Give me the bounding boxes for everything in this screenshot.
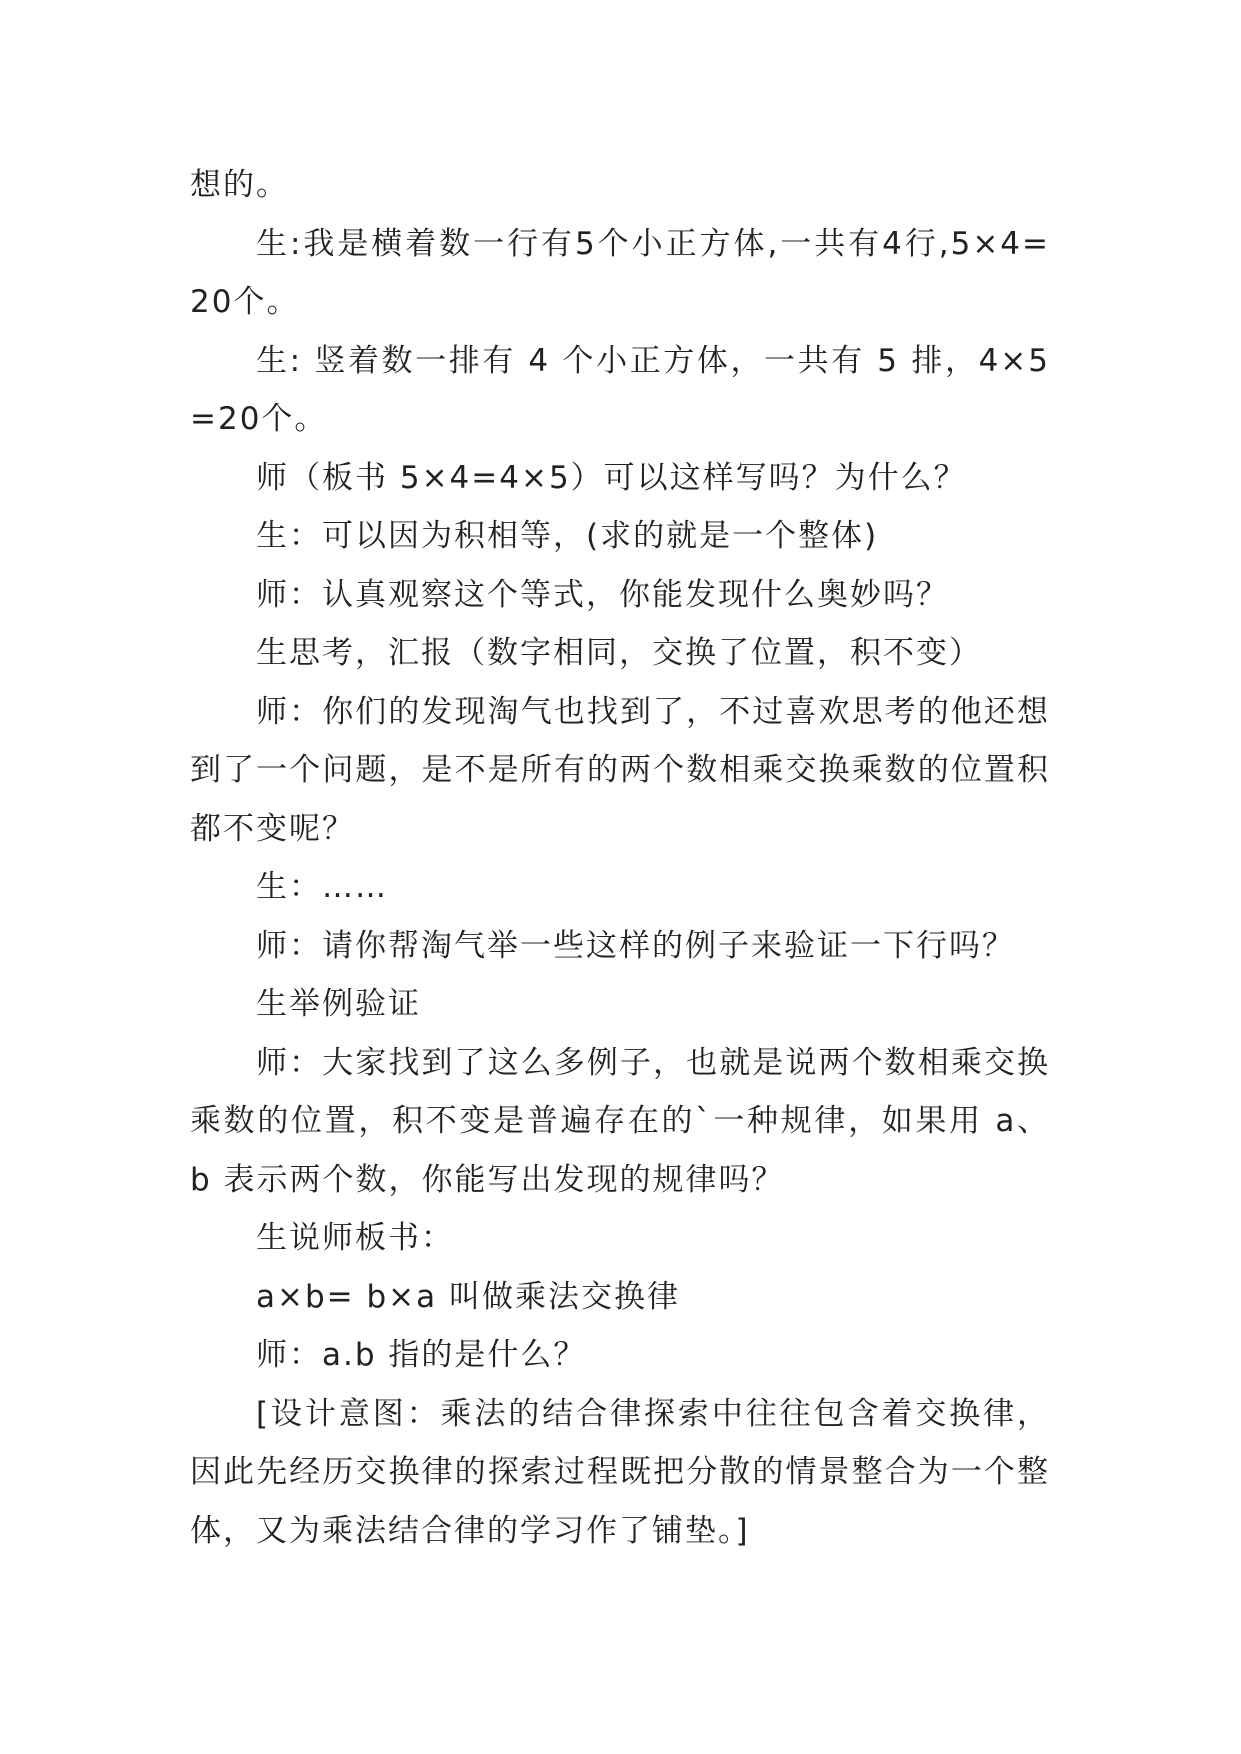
paragraph: 生: 竖着数一排有 4 个小正方体，一共有 5 排，4×5=20个。: [190, 342, 1050, 437]
paragraph: 生说师板书：: [256, 1220, 454, 1256]
paragraph: 师（板书 5×4=4×5）可以这样写吗？为什么？: [256, 459, 967, 496]
document-body: [190, 156, 1050, 1560]
paragraph: 师：请你帮淘气举一些这样的例子来验证一下行吗？: [256, 927, 1015, 964]
paragraph: 生:我是横着数一行有5个小正方体,一共有4行,5×4=20个。: [190, 225, 1050, 320]
paragraph: 师：大家找到了这么多例子，也就是说两个数相乘交换乘数的位置，积不变是普遍存在的`一种规律，如果用 a、b 表示两个数，你能写出发现的规律吗？: [190, 1044, 1050, 1198]
formula-line: a×b= b×a 叫做乘法交换律: [256, 1278, 680, 1315]
paragraph: 生：……: [256, 869, 388, 905]
paragraph: 师：a.b 指的是什么？: [256, 1337, 587, 1373]
paragraph: 想的。: [190, 167, 289, 203]
paragraph: 师：认真观察这个等式，你能发现什么奥妙吗？: [256, 576, 949, 613]
paragraph: 生思考，汇报（数字相同，交换了位置，积不变）: [256, 635, 982, 671]
paragraph: 师：你们的发现淘气也找到了，不过喜欢思考的他还想到了一个问题，是不是所有的两个数相乘交换乘数的位置积都不变呢？: [190, 693, 1050, 847]
paragraph: 生：可以因为积相等，(求的就是一个整体): [256, 518, 879, 554]
design-intent-note: [设计意图：乘法的结合律探索中往往包含着交换律，因此先经历交换律的探索过程既把分散的情景整合为一个整体，又为乘法结合律的学习作了铺垫。]: [190, 1395, 1050, 1549]
paragraph: 生举例验证: [256, 986, 421, 1022]
